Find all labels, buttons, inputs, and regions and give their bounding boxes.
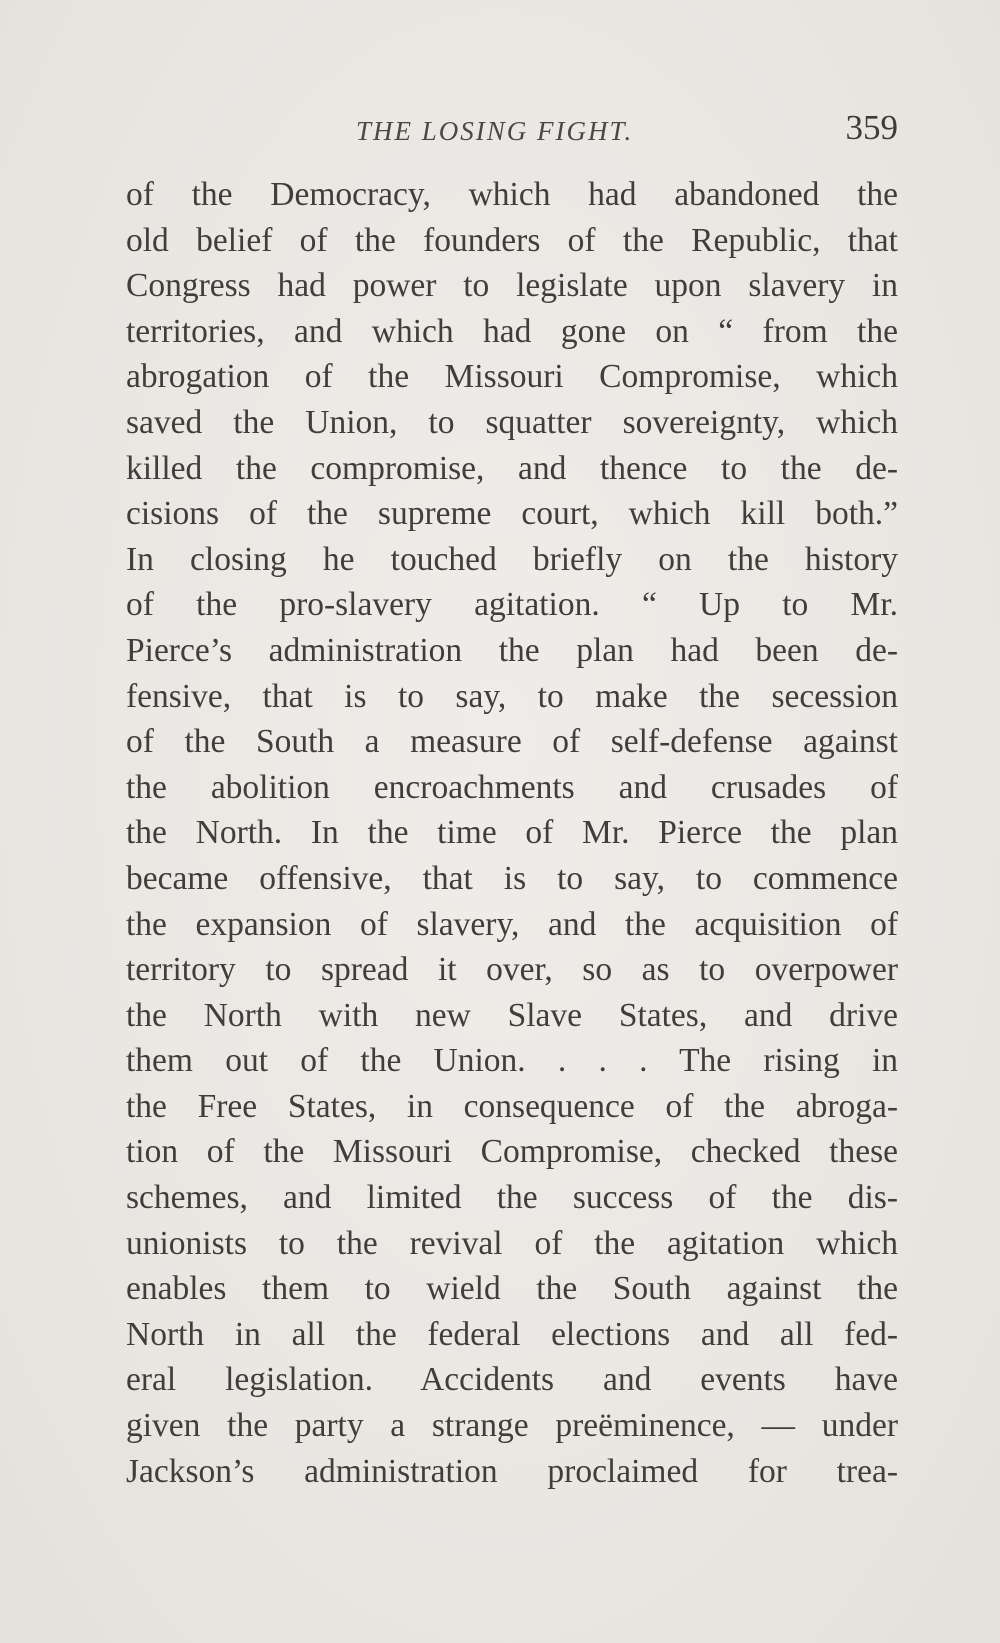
- text-line: In closing he touched briefly on the history: [126, 540, 898, 578]
- text-line: territories, and which had gone on “ from the: [126, 312, 898, 350]
- text-line: North in all the federal elections and all fed-: [126, 1315, 898, 1353]
- running-title: THE LOSING FIGHT.: [356, 116, 634, 146]
- text-line: of the South a measure of self-defense against: [126, 723, 898, 761]
- text-line: the Free States, in consequence of the abroga-: [126, 1087, 898, 1125]
- text-line: fensive, that is to say, to make the secession: [126, 677, 898, 715]
- text-line: unionists to the revival of the agitation which: [126, 1224, 898, 1262]
- page-header: [126, 108, 898, 158]
- text-line: saved the Union, to squatter sovereignty, which: [126, 403, 898, 441]
- text-line: Jackson’s administration proclaimed for trea-: [126, 1452, 898, 1490]
- text-line: the abolition encroachments and crusades of: [126, 768, 898, 806]
- text-line: the expansion of slavery, and the acquisition of: [126, 905, 898, 943]
- text-line: abrogation of the Missouri Compromise, which: [126, 358, 898, 396]
- text-line: of the Democracy, which had abandoned the: [126, 176, 898, 213]
- text-line: the North. In the time of Mr. Pierce the plan: [126, 814, 898, 852]
- text-line: became offensive, that is to say, to commence: [126, 859, 898, 897]
- text-line: them out of the Union. . . . The rising in: [126, 1042, 898, 1080]
- text-line: enables them to wield the South against the: [126, 1270, 898, 1308]
- text-line: Congress had power to legislate upon slavery in: [126, 267, 898, 305]
- text-line: old belief of the founders of the Republic, that: [126, 221, 898, 259]
- body-text: [126, 172, 898, 1494]
- text-line: given the party a strange preëminence, — under: [126, 1407, 898, 1445]
- text-line: of the pro-slavery agitation. “ Up to Mr.: [126, 586, 898, 624]
- text-line: Pierce’s administration the plan had been de-: [126, 631, 898, 669]
- text-line: cisions of the supreme court, which kill both.”: [126, 495, 898, 533]
- text-line: killed the compromise, and thence to the de-: [126, 449, 898, 487]
- text-line: tion of the Missouri Compromise, checked these: [126, 1133, 898, 1171]
- text-line: territory to spread it over, so as to overpower: [126, 951, 898, 989]
- text-line: the North with new Slave States, and drive: [126, 996, 898, 1034]
- page-number: 359: [845, 108, 898, 147]
- text-line: eral legislation. Accidents and events have: [126, 1361, 898, 1399]
- text-line: schemes, and limited the success of the dis-: [126, 1179, 898, 1217]
